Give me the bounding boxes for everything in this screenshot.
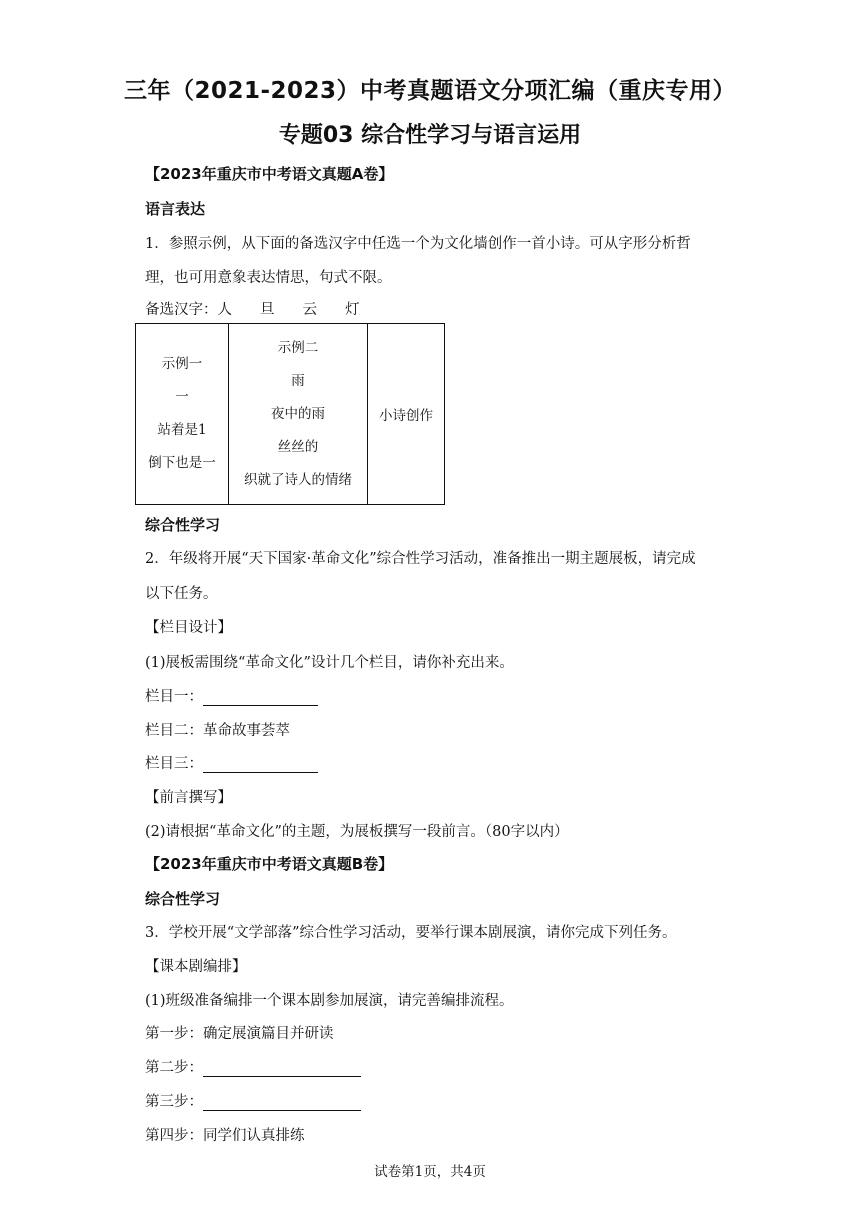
char-1: 旦 — [260, 302, 275, 318]
page-footer: 试卷第1页，共4页 — [374, 1164, 486, 1180]
example-two-title: 示例二 — [277, 339, 319, 356]
step-one: 第一步：确定展演篇目并研读 — [145, 1026, 334, 1042]
example-one-line: 站着是1 — [157, 422, 207, 438]
column-three-label: 栏目三： — [145, 756, 203, 772]
step-three-row — [145, 1090, 361, 1111]
section-a-heading: 【2023年重庆市中考语文真题A卷】 — [145, 165, 394, 183]
part-language-expression: 语言表达 — [145, 200, 206, 218]
q3-text: 3．学校开展“文学部落”综合性学习活动，要举行课本剧展演，请你完成下列任务。 — [145, 925, 677, 941]
play-arrangement-title: 【课本剧编排】 — [145, 959, 247, 975]
q2-text-line2: 以下任务。 — [145, 586, 218, 602]
example-two-line: 织就了诗人的情绪 — [244, 471, 352, 488]
column-one-row — [145, 685, 318, 706]
example-two-cell — [229, 324, 368, 505]
example-two-line: 夜中的雨 — [271, 405, 325, 422]
chars-label: 备选汉字： — [145, 302, 218, 318]
candidate-characters — [145, 298, 388, 319]
document-subtitle: 专题03 综合性学习与语言运用 — [278, 123, 582, 148]
example-two-line: 雨 — [291, 372, 305, 389]
example-two-line: 丝丝的 — [277, 438, 319, 455]
step-three-label: 第三步： — [145, 1094, 203, 1110]
play-arrangement-question: (1)班级准备编排一个课本剧参加展演，请完善编排流程。 — [145, 993, 514, 1009]
section-b-heading: 【2023年重庆市中考语文真题B卷】 — [145, 855, 394, 873]
char-2: 云 — [302, 302, 317, 318]
column-design-question: (1)展板需围绕“革命文化”设计几个栏目，请你补充出来。 — [145, 655, 514, 671]
column-three-row — [145, 752, 318, 773]
answer-blank[interactable] — [203, 689, 318, 706]
step-four: 第四步：同学们认真排练 — [145, 1128, 305, 1144]
answer-blank[interactable] — [203, 1094, 361, 1111]
preface-title: 【前言撰写】 — [145, 790, 232, 806]
step-two-row — [145, 1056, 361, 1077]
answer-blank[interactable] — [203, 1060, 361, 1077]
q1-text-line1: 1．参照示例，从下面的备选汉字中任选一个为文化墙创作一首小诗。可从字形分析哲 — [145, 236, 691, 252]
column-one-label: 栏目一： — [145, 689, 203, 705]
column-design-title: 【栏目设计】 — [145, 620, 232, 636]
step-two-label: 第二步： — [145, 1060, 203, 1076]
example-one-title: 示例一 — [161, 356, 203, 372]
q2-text-line1: 2．年级将开展“天下国家·革命文化”综合性学习活动，准备推出一期主题展板，请完成 — [145, 551, 696, 567]
q1-text-line2: 理，也可用意象表达情思，句式不限。 — [145, 270, 392, 286]
char-3: 灯 — [345, 302, 360, 318]
poem-example-table — [135, 323, 445, 505]
answer-blank[interactable] — [203, 756, 318, 773]
preface-question: (2)请根据“革命文化”的主题，为展板撰写一段前言。（80字以内） — [145, 824, 569, 840]
part-comprehensive-learning-b: 综合性学习 — [145, 890, 221, 908]
example-one-line: 倒下也是一 — [148, 455, 216, 471]
document-title: 三年（2021-2023）中考真题语文分项汇编（重庆专用） — [123, 78, 737, 104]
char-0: 人 — [217, 302, 232, 318]
example-one-line: 一 — [175, 389, 189, 405]
poem-creation-cell: 小诗创作 — [368, 324, 445, 505]
example-one-cell — [136, 324, 229, 505]
column-two-row: 栏目二：革命故事荟萃 — [145, 723, 290, 739]
part-comprehensive-learning: 综合性学习 — [145, 516, 221, 534]
